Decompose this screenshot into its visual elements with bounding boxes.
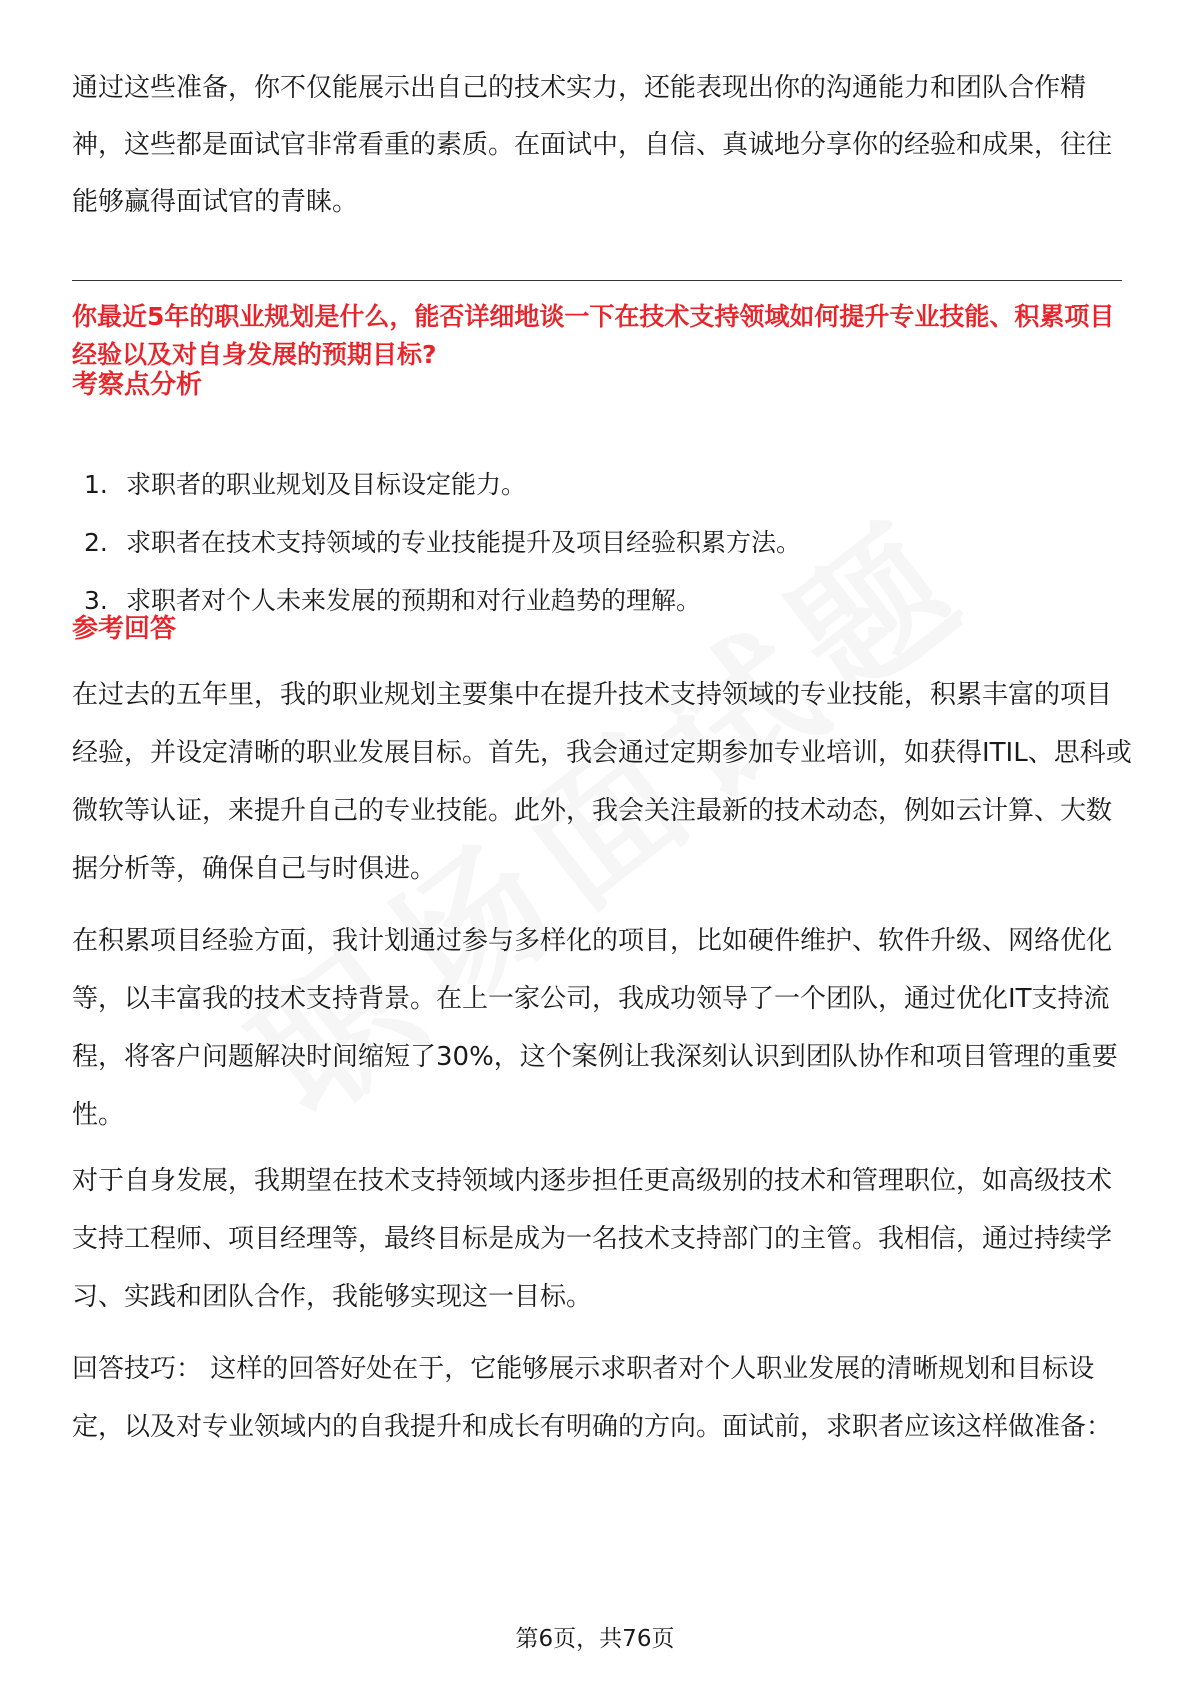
list-item-text: 求职者对个人未来发展的预期和对行业趋势的理解。 [126, 586, 702, 615]
question-heading: 你最近5年的职业规划是什么，能否详细地谈一下在技术支持领域如何提升专业技能、积累项目经验以及对自身发展的预期目标? [72, 302, 1115, 369]
list-item [84, 523, 801, 581]
section-divider [72, 280, 1122, 281]
list-item-number: 2. [84, 528, 108, 557]
list-item-text: 求职者在技术支持领域的专业技能提升及项目经验积累方法。 [126, 528, 802, 557]
list-item [84, 465, 801, 523]
list-item-number: 3. [84, 586, 108, 615]
list-item-text: 求职者的职业规划及目标设定能力。 [126, 470, 527, 499]
answer-paragraph-3: 对于自身发展，我期望在技术支持领域内逐步担任更高级别的技术和管理职位，如高级技术支持工程师、项目经理等，最终目标是成为一名技术支持部门的主管。我相信，通过持续学习、实践和团队合作，我能够实现这一目标。 [72, 1166, 1113, 1312]
page-number: 第6页，共76页 [515, 1626, 675, 1652]
tips-paragraph: 回答技巧： 这样的回答好处在于，它能够展示求职者对个人职业发展的清晰规划和目标设定，以及对专业领域内的自我提升和成长有明确的方向。面试前，求职者应该这样做准备： [72, 1354, 1113, 1442]
list-item-number: 1. [84, 470, 108, 499]
analysis-title: 考察点分析 [72, 370, 203, 400]
intro-section [72, 60, 1122, 231]
answer-paragraph-2: 在积累项目经验方面，我计划通过参与多样化的项目，比如硬件维护、软件升级、网络优化等，以丰富我的技术支持背景。在上一家公司，我成功领导了一个团队，通过优化IT支持流程，将客户问题解决时间缩短了30%，这个案例让我深刻认识到团队协作和项目管理的重要性。 [72, 926, 1118, 1130]
answer-title: 参考回答 [72, 614, 177, 644]
analysis-list [84, 465, 801, 639]
intro-paragraph: 通过这些准备，你不仅能展示出自己的技术实力，还能表现出你的沟通能力和团队合作精神，这些都是面试官非常看重的素质。在面试中，自信、真诚地分享你的经验和成果，往往能够赢得面试官的青睐。 [72, 73, 1113, 217]
list-item [84, 581, 801, 639]
answer-paragraph-1: 在过去的五年里，我的职业规划主要集中在提升技术支持领域的专业技能，积累丰富的项目经验，并设定清晰的职业发展目标。首先，我会通过定期参加专业培训，如获得ITIL、思科或微软等认证，来提升自己的专业技能。此外，我会关注最新的技术动态，例如云计算、大数据分析等，确保自己与时俱进。 [72, 680, 1132, 884]
